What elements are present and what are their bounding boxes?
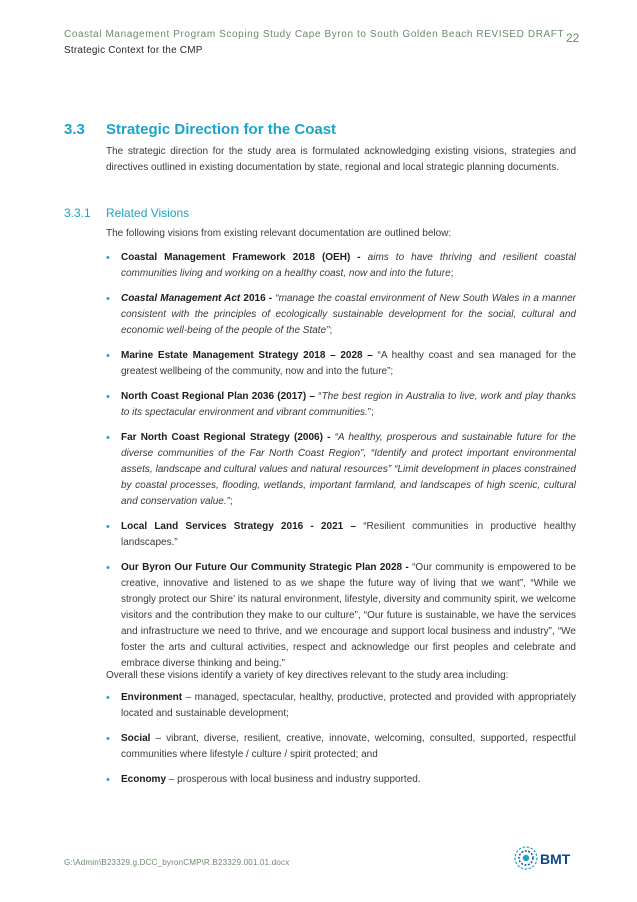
vision-text: aims to have thriving and resilient coastal communities living and working on a healthy coast, now and into the future [121,252,576,279]
subsection-intro: The following visions from existing relevant documentation are outlined below: [106,228,452,239]
vision-name: Coastal Management Act [121,293,241,304]
list-item [106,519,576,551]
subsection-number: 3.3.1 [64,206,91,220]
list-item [106,731,576,763]
list-item [106,772,576,788]
vision-text: “manage the coastal environment of New South Wales in a manner consistent with the principles of ecologically sustainable development for the social, cultural and economic well-being of the people of the State” [121,293,576,336]
section-number: 3.3 [64,121,85,138]
vision-text: “A healthy coast and sea managed for the greatest wellbeing of the community, now and into the future” [121,350,577,377]
vision-name: Far North Coast Regional Strategy (2006) - [121,432,331,443]
directive-name: Economy [121,774,167,785]
directive-text: – prosperous with local business and industry supported. [168,774,421,785]
section-heading [64,121,336,138]
list-item: • North Coast Regional Plan 2036 (2017) – “The best region in Australia to live, work and play thanks to its spectacular environment and vibrant communities.”; [106,389,576,421]
document-title: Coastal Management Program Scoping Study Cape Byron to South Golden Beach REVISED DRAFT [64,29,565,40]
vision-name: Marine Estate Management Strategy 2018 – 2028 – [121,350,373,361]
vision-name: Our Byron Our Future Our Community Strategic Plan 2028 - [121,562,409,573]
vision-name: Local Land Services Strategy 2016 - 2021 – [121,521,356,532]
footer-file-path: G:\Admin\B23329.g.DCC_byronCMP\R.B23329.001.01.docx [64,858,290,867]
list-item: • Coastal Management Framework 2018 (OEH) - aims to have thriving and resilient coastal communities living and working on a healthy coast, now and into the future; [106,250,576,282]
vision-name: Coastal Management Framework 2018 (OEH) - [121,252,361,263]
directive-text: – managed, spectacular, healthy, productive, protected and provided with appropriately located and sustainable development; [121,692,576,719]
directive-text: – vibrant, diverse, resilient, creative, innovate, welcoming, consulted, supported, respectful communities where lifestyle / culture / spirit protected; and [121,733,576,760]
subsection-heading [64,206,189,220]
section-intro: The strategic direction for the study area is formulated acknowledging existing visions, strategies and directives outlined in existing documentation by state, regional and local strategic planning documents. [106,146,576,173]
list-item: • Marine Estate Management Strategy 2018 – 2028 – “A healthy coast and sea managed for the greatest wellbeing of the community, now and into the future”; [106,348,576,380]
list-item: • Far North Coast Regional Strategy (2006) - “A healthy, prosperous and sustainable future for the diverse communities of the Far North Coast Region”, “Identify and protect important environmental assets, landscape and cultural values and natural resources” “Limit development in places constrained by coastal processes, flooding, wetlands, important farmland, and landscapes of high scenic, cultural and conservation value.”; [106,430,576,510]
directive-name: Social [121,733,151,744]
directives-intro: Overall these visions identify a variety of key directives relevant to the study area including: [106,670,509,681]
vision-name: North Coast Regional Plan 2036 (2017) – [121,391,315,402]
page-number: 22 [566,31,580,45]
list-item [106,690,576,722]
page-header [64,29,584,56]
chapter-title: Strategic Context for the CMP [64,45,203,56]
vision-text: “Our community is empowered to be creative, innovative and listened to as we shape the future way of living that we want”, “While we strongly protect our Shire’ its natural environment, lifestyle, diversity and community spirit, we welcome visitors and the contribution they make to our culture”, “Our future is sustainable, we have the services and infrastructure we need to thrive, and we encourage and support local business and industry”, “We foster the arts and cultural activities, respect and acknowledge our first peoples and celebrate and embrace diverse thinking and being.” [121,562,577,669]
vision-text: “A healthy, prosperous and sustainable future for the diverse communities of the Far North Coast Region”, “Identify and protect important environmental assets, landscape and cultural values and natural resources” “Limit development in places constrained by coastal processes, flooding, wetlands, important farmland, and landscapes of high scenic, cultural and conservation value.” [121,432,576,507]
section-title: Strategic Direction for the Coast [106,121,337,138]
directives-list [106,690,576,797]
subsection-title: Related Visions [106,206,190,220]
directive-name: Environment [121,692,183,703]
vision-text: The best region in Australia to live, work and play thanks to its spectacular environment and vibrant communities. [121,391,577,418]
vision-text: “Resilient communities in productive healthy landscapes.” [121,521,577,548]
list-item: • Coastal Management Act 2016 - “manage the coastal environment of New South Wales in a manner consistent with the principles of ecologically sustainable development for the social, cultural and economic well-being of the people of the State”; [106,291,576,339]
logo-text: BMT [540,851,571,867]
visions-list [106,250,576,681]
list-item [106,560,576,672]
